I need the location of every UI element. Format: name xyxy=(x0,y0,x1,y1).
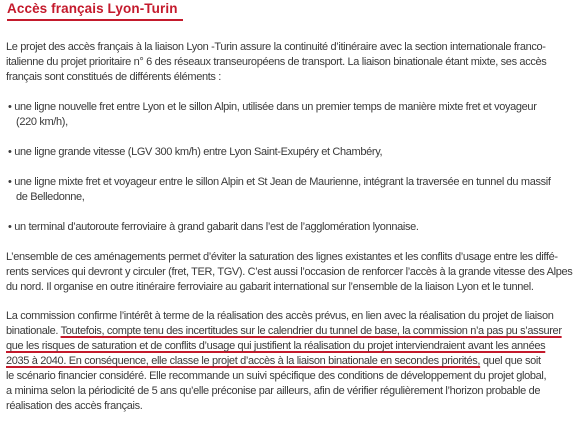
text-line: de Belledonne, xyxy=(16,191,85,203)
text-line: français sont constitués de différents éléments : xyxy=(6,71,221,83)
text-line: • une ligne nouvelle fret entre Lyon et le sillon Alpin, utilisée dans un premier temps de manière mixte fret et voyageur xyxy=(8,101,537,113)
text-line: a minima selon la périodicité de 5 ans qu’elle préconise par ailleurs, afin de vérifier régulièrement l’horizon probable de xyxy=(6,385,541,397)
text-line: Le projet des accès français à la liaison Lyon -Turin assure la continuité d’itinéraire avec la section internationale franco- xyxy=(6,41,546,53)
text-line: L’ensemble de ces aménagements permet d’éviter la saturation des lignes existantes et les conflits d’usage entre les diffé- xyxy=(6,251,558,263)
highlighted-text: 2035 à 2040. En conséquence, elle classe le projet d’accès à la liaison binationale en secondes priorités, xyxy=(6,355,481,367)
bullet-item-terminal xyxy=(6,220,584,235)
text-line: La commission confirme l’intérêt à terme de la réalisation des accès prévus, en lien avec la réalisation du projet de liaison xyxy=(6,310,554,322)
bullet-item-lgv xyxy=(6,145,584,160)
intro-paragraph xyxy=(6,40,584,85)
text-line: rents services qui devront y circuler (fret, TER, TGV). C’est aussi l’occasion de renforcer l’accès à la grande vitesse des Alpes xyxy=(6,266,573,278)
text-line xyxy=(6,324,584,339)
highlighted-text: que les risques de saturation et de conflits d’usage qui justifient la réalisation du projet interviendraient avant les années xyxy=(6,340,546,352)
text-line: du nord. Il organise en outre itinéraire ferroviaire au gabarit international sur l’ensemble de la liaison Lyon et le tunnel. xyxy=(6,281,534,293)
text-run: quel que soit xyxy=(480,355,541,367)
spacer xyxy=(6,160,584,175)
highlighted-text: Toutefois, compte tenu des incertitudes sur le calendrier du tunnel de base, la commission n’a pas pu s’assurer xyxy=(60,325,562,337)
title-underline xyxy=(7,19,183,21)
bullet-item-ligne-mixte xyxy=(6,175,584,205)
text-line xyxy=(6,354,584,369)
text-line: • une ligne grande vitesse (LGV 300 km/h) entre Lyon Saint-Exupéry et Chambéry, xyxy=(8,146,383,158)
ensemble-paragraph xyxy=(6,250,584,295)
spacer xyxy=(6,235,584,250)
text-line: le scénario financier considéré. Elle recommande un suivi spécifique des conditions de développement du projet global, xyxy=(6,370,547,382)
text-line: (220 km/h), xyxy=(16,116,68,128)
spacer xyxy=(6,130,584,145)
text-line: italienne du projet prioritaire n° 6 des réseaux transeuropéens de transport. La liaison binationale étant mixte, ses accès xyxy=(6,56,547,68)
text-line: réalisation des accès français. xyxy=(6,400,143,412)
text-run: binationale. xyxy=(6,325,61,337)
commission-paragraph xyxy=(6,309,584,414)
spacer xyxy=(6,295,584,309)
page-title: Accès français Lyon-Turin xyxy=(7,1,178,16)
text-line xyxy=(6,339,584,354)
document-body xyxy=(6,40,584,414)
bullet-item-ligne-nouvelle-fret xyxy=(6,100,584,130)
text-line: • une ligne mixte fret et voyageur entre le sillon Alpin et St Jean de Maurienne, intégrant la traversée en tunnel du massif xyxy=(8,176,551,188)
section-header xyxy=(7,0,183,17)
text-line: • un terminal d’autoroute ferroviaire à grand gabarit dans l’est de l’agglomération lyonnaise. xyxy=(8,221,419,233)
spacer xyxy=(6,205,584,220)
